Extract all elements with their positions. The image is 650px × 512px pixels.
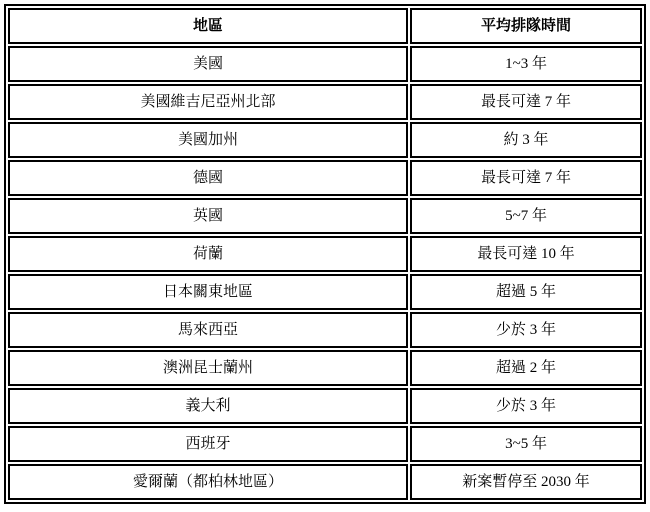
table-row [8, 426, 642, 462]
wait-time-cell: 3~5 年 [410, 426, 642, 462]
wait-time-column-header: 平均排隊時間 [410, 8, 642, 44]
region-cell: 西班牙 [8, 426, 408, 462]
table-body [8, 46, 642, 500]
wait-time-cell: 1~3 年 [410, 46, 642, 82]
table-row [8, 236, 642, 272]
queue-time-table [4, 4, 646, 504]
table-row [8, 464, 642, 500]
region-cell: 義大利 [8, 388, 408, 424]
region-cell: 澳洲昆士蘭州 [8, 350, 408, 386]
wait-time-cell: 5~7 年 [410, 198, 642, 234]
table-row [8, 274, 642, 310]
region-cell: 荷蘭 [8, 236, 408, 272]
table-row [8, 160, 642, 196]
region-cell: 美國維吉尼亞州北部 [8, 84, 408, 120]
wait-time-cell: 超過 2 年 [410, 350, 642, 386]
table-row [8, 84, 642, 120]
wait-time-cell: 約 3 年 [410, 122, 642, 158]
table-row [8, 198, 642, 234]
region-cell: 英國 [8, 198, 408, 234]
table-row [8, 388, 642, 424]
wait-time-cell: 新案暫停至 2030 年 [410, 464, 642, 500]
wait-time-cell: 少於 3 年 [410, 312, 642, 348]
table-row [8, 122, 642, 158]
region-column-header: 地區 [8, 8, 408, 44]
region-cell: 日本關東地區 [8, 274, 408, 310]
region-cell: 馬來西亞 [8, 312, 408, 348]
wait-time-cell: 最長可達 7 年 [410, 160, 642, 196]
table-row [8, 312, 642, 348]
region-cell: 美國 [8, 46, 408, 82]
region-cell: 愛爾蘭（都柏林地區） [8, 464, 408, 500]
wait-time-cell: 少於 3 年 [410, 388, 642, 424]
header-row [8, 8, 642, 44]
region-cell: 德國 [8, 160, 408, 196]
region-cell: 美國加州 [8, 122, 408, 158]
table-row [8, 46, 642, 82]
wait-time-cell: 超過 5 年 [410, 274, 642, 310]
wait-time-cell: 最長可達 10 年 [410, 236, 642, 272]
table-row [8, 350, 642, 386]
wait-time-cell: 最長可達 7 年 [410, 84, 642, 120]
table-header [8, 8, 642, 44]
